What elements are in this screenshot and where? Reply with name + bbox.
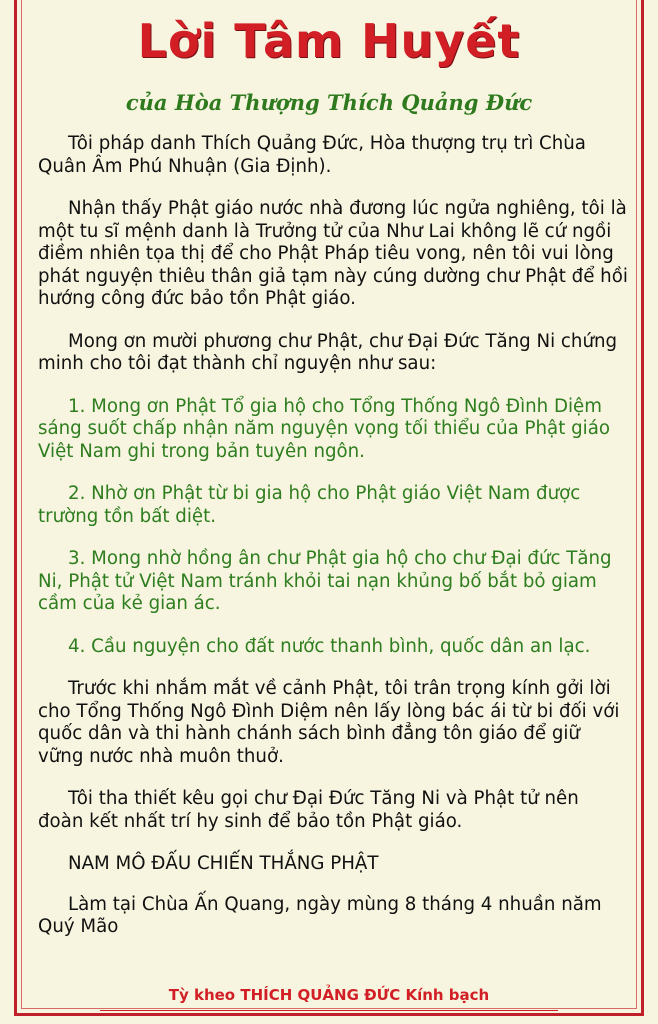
vow-item: 1. Mong ơn Phật Tổ gia hộ cho Tổng Thống Ngô Đình Diệm sáng suốt chấp nhận năm nguyện vọng tối thiểu của Phật giáo Việt Nam ghi trong bản tuyên ngôn. bbox=[38, 395, 610, 462]
paragraph-appeal-sangha: Tôi tha thiết kêu gọi chư Đại Đức Tăng Ni và Phật tử nên đoàn kết nhất trí hy sinh để bảo tồn Phật giáo. bbox=[38, 788, 579, 832]
signature-line: Tỳ kheo THÍCH QUẢNG ĐỨC Kính bạch bbox=[168, 986, 490, 1004]
paragraph-request: Mong ơn mười phương chư Phật, chư Đại Đức Tăng Ni chứng minh cho tôi đạt thành chỉ nguyện như sau: bbox=[38, 330, 618, 374]
vow-item: 2. Nhờ ơn Phật từ bi gia hộ cho Phật giáo Việt Nam được trường tồn bất diệt. bbox=[38, 483, 581, 527]
paragraph-purpose: Nhận thấy Phật giáo nước nhà đương lúc ngửa nghiêng, tôi là một tu sĩ mệnh danh là Trưởng tử của Như Lai không lẽ cứ ngồi điềm nhiên tọa thị để cho Phật Pháp tiêu vong, nên tôi vui lòng phát nguyện thiêu thân giả tạm này cúng dường chư Phật để hồi hướng công đức bảo tồn Phật giáo. bbox=[38, 198, 628, 309]
letter-body bbox=[38, 133, 628, 959]
paragraph-place-date: Làm tại Chùa Ấn Quang, ngày mùng 8 tháng 4 nhuần năm Quý Mão bbox=[38, 893, 602, 937]
page-title: Lời Tâm Huyết bbox=[137, 14, 521, 68]
page-subtitle: của Hòa Thượng Thích Quảng Đức bbox=[125, 90, 533, 115]
paragraph-intro: Tôi pháp danh Thích Quảng Đức, Hòa thượng trụ trì Chùa Quân Âm Phú Nhuận (Gia Định). bbox=[38, 133, 586, 177]
paragraph-invocation: NAM MÔ ĐẤU CHIẾN THẮNG PHẬT bbox=[68, 853, 379, 874]
signature-underline bbox=[100, 1010, 558, 1011]
vow-item: 4. Cầu nguyện cho đất nước thanh bình, quốc dân an lạc. bbox=[68, 635, 591, 657]
paragraph-appeal-president: Trước khi nhắm mắt về cảnh Phật, tôi trân trọng kính gởi lời cho Tổng Thống Ngô Đình Diệm nên lấy lòng bác ái từ bi đối với quốc dân và thi hành chánh sách bình đẳng tôn giáo để giữ vững nước nhà muôn thuở. bbox=[38, 678, 620, 767]
vow-item: 3. Mong nhờ hồng ân chư Phật gia hộ cho chư Đại đức Tăng Ni, Phật tử Việt Nam tránh khỏi tai nạn khủng bố bắt bỏ giam cầm của kẻ gian ác. bbox=[38, 548, 612, 614]
